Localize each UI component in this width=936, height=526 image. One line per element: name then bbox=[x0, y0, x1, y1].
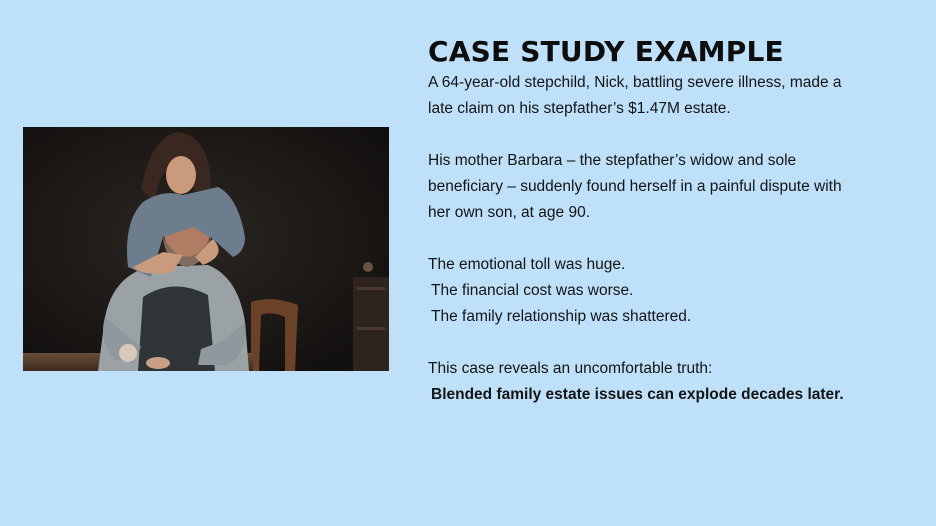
key-takeaway: Blended family estate issues can explode decades later. bbox=[431, 386, 844, 403]
text-line: her own son, at age 90. bbox=[428, 204, 591, 221]
text-line: A 64-year-old stepchild, Nick, battling severe illness, made a bbox=[428, 74, 842, 91]
text-line: This case reveals an uncomfortable truth: bbox=[428, 360, 713, 377]
text-line: His mother Barbara – the stepfather’s widow and sole bbox=[428, 152, 797, 169]
case-study-text bbox=[428, 34, 908, 408]
text-line: The financial cost was worse. bbox=[431, 282, 634, 299]
paragraph-consequences bbox=[428, 252, 908, 330]
paragraph-intro bbox=[428, 70, 908, 122]
text-line: beneficiary – suddenly found herself in a painful dispute with bbox=[428, 178, 842, 195]
text-line: late claim on his stepfather’s $1.47M estate. bbox=[428, 100, 731, 117]
case-study-photo bbox=[23, 127, 389, 371]
paragraph-conclusion bbox=[428, 356, 908, 408]
paragraph-dispute bbox=[428, 148, 908, 226]
slide-title: CASE STUDY EXAMPLE bbox=[428, 35, 784, 68]
text-line: The family relationship was shattered. bbox=[431, 308, 692, 325]
text-line: The emotional toll was huge. bbox=[428, 256, 626, 273]
